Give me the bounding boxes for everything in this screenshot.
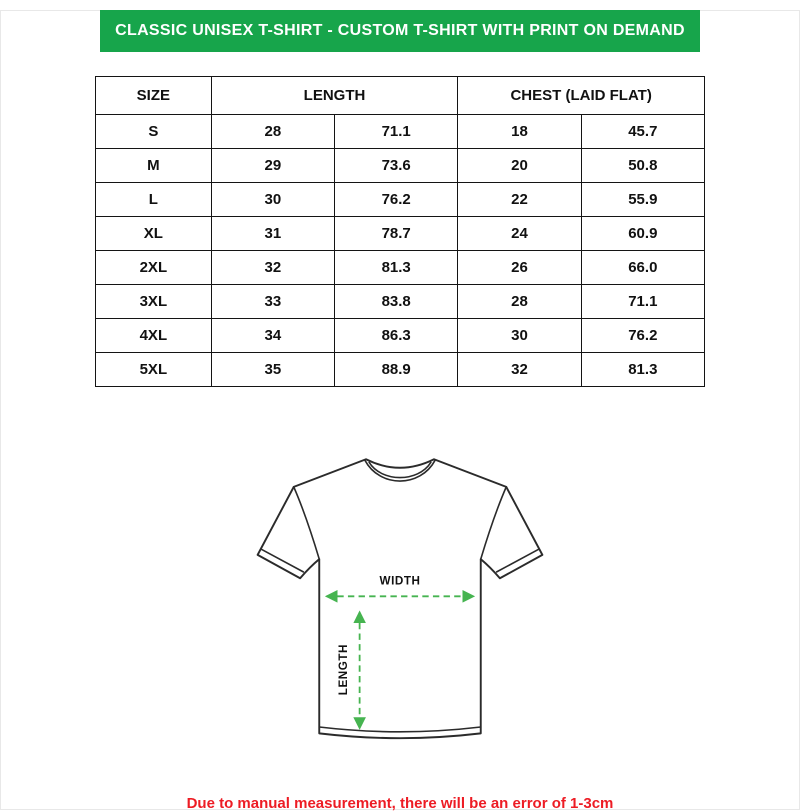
measure-cell: 32 [211, 251, 334, 285]
table-row [96, 353, 705, 387]
size-cell: 3XL [96, 285, 212, 319]
measure-cell: 35 [211, 353, 334, 387]
measure-cell: 45.7 [581, 115, 704, 149]
length-label: LENGTH [336, 644, 350, 696]
title-banner [100, 10, 700, 52]
size-table [95, 76, 705, 387]
measure-cell: 86.3 [335, 319, 458, 353]
col-header-chest: CHEST (LAID FLAT) [458, 77, 705, 115]
measure-cell: 76.2 [581, 319, 704, 353]
measure-cell: 31 [211, 217, 334, 251]
size-table-body [96, 115, 705, 387]
table-row [96, 319, 705, 353]
measure-cell: 29 [211, 149, 334, 183]
measure-cell: 88.9 [335, 353, 458, 387]
tshirt-diagram [230, 421, 570, 761]
table-row [96, 217, 705, 251]
table-header-row [96, 77, 705, 115]
size-cell: M [96, 149, 212, 183]
measure-cell: 32 [458, 353, 581, 387]
table-row [96, 149, 705, 183]
measure-cell: 73.6 [335, 149, 458, 183]
width-label: WIDTH [379, 574, 421, 588]
page-title: CLASSIC UNISEX T-SHIRT - CUSTOM T-SHIRT WITH PRINT ON DEMAND [115, 22, 685, 39]
col-header-size: SIZE [96, 77, 212, 115]
size-cell: 4XL [96, 319, 212, 353]
measure-cell: 22 [458, 183, 581, 217]
table-row [96, 183, 705, 217]
measure-cell: 81.3 [335, 251, 458, 285]
size-cell: XL [96, 217, 212, 251]
measure-cell: 18 [458, 115, 581, 149]
measure-cell: 28 [211, 115, 334, 149]
measure-cell: 30 [458, 319, 581, 353]
tshirt-drawing [230, 421, 570, 761]
measure-cell: 20 [458, 149, 581, 183]
size-cell: L [96, 183, 212, 217]
table-row [96, 285, 705, 319]
measure-cell: 30 [211, 183, 334, 217]
measure-cell: 81.3 [581, 353, 704, 387]
measure-cell: 71.1 [335, 115, 458, 149]
measure-cell: 50.8 [581, 149, 704, 183]
measure-cell: 76.2 [335, 183, 458, 217]
measure-cell: 55.9 [581, 183, 704, 217]
table-row [96, 115, 705, 149]
size-cell: 5XL [96, 353, 212, 387]
measure-cell: 28 [458, 285, 581, 319]
size-cell: S [96, 115, 212, 149]
measure-cell: 34 [211, 319, 334, 353]
measure-cell: 60.9 [581, 217, 704, 251]
measure-cell: 78.7 [335, 217, 458, 251]
col-header-length: LENGTH [211, 77, 458, 115]
measure-cell: 33 [211, 285, 334, 319]
measure-cell: 71.1 [581, 285, 704, 319]
measure-cell: 24 [458, 217, 581, 251]
size-cell: 2XL [96, 251, 212, 285]
measure-cell: 66.0 [581, 251, 704, 285]
table-row [96, 251, 705, 285]
measure-cell: 83.8 [335, 285, 458, 319]
measurement-note: Due to manual measurement, there will be an error of 1-3cm [186, 795, 614, 812]
measure-cell: 26 [458, 251, 581, 285]
